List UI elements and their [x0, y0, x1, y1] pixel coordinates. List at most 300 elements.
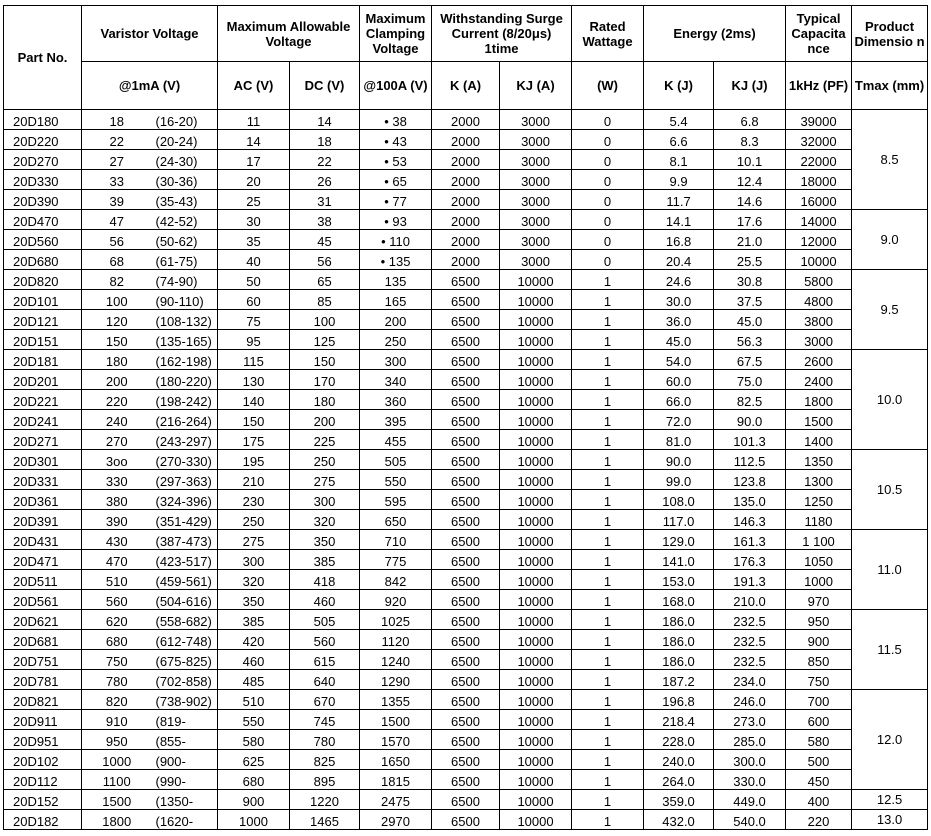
- cell-clamping-voltage: • 110: [360, 230, 432, 250]
- cell-surge-kja: 10000: [500, 670, 572, 690]
- cell-clamping-voltage: 1650: [360, 750, 432, 770]
- cell-surge-ka: 6500: [432, 390, 500, 410]
- cell-part-no: 20D911: [4, 710, 82, 730]
- cell-surge-kja: 10000: [500, 810, 572, 830]
- cell-varistor-voltage: 39: [82, 190, 152, 210]
- cell-dc-voltage: 125: [290, 330, 360, 350]
- cell-part-no: 20D821: [4, 690, 82, 710]
- cell-voltage-range: (108-132): [152, 310, 218, 330]
- cell-voltage-range: (855-: [152, 730, 218, 750]
- cell-capacitance: 2400: [786, 370, 852, 390]
- cell-surge-kja: 10000: [500, 790, 572, 810]
- cell-ac-voltage: 17: [218, 150, 290, 170]
- cell-tmax-dimension: 10.0: [852, 350, 928, 450]
- cell-capacitance: 1350: [786, 450, 852, 470]
- cell-clamping-voltage: 360: [360, 390, 432, 410]
- cell-energy-kj: 196.8: [644, 690, 714, 710]
- cell-voltage-range: (35-43): [152, 190, 218, 210]
- cell-clamping-voltage: 1025: [360, 610, 432, 630]
- cell-ac-voltage: 175: [218, 430, 290, 450]
- cell-varistor-voltage: 680: [82, 630, 152, 650]
- cell-varistor-voltage: 330: [82, 470, 152, 490]
- table-row: [4, 570, 928, 590]
- cell-surge-ka: 6500: [432, 470, 500, 490]
- cell-surge-kja: 10000: [500, 590, 572, 610]
- cell-capacitance: 5800: [786, 270, 852, 290]
- cell-ac-voltage: 230: [218, 490, 290, 510]
- table-row: [4, 130, 928, 150]
- cell-dc-voltage: 31: [290, 190, 360, 210]
- cell-capacitance: 3000: [786, 330, 852, 350]
- cell-energy-kjj: 176.3: [714, 550, 786, 570]
- cell-ac-voltage: 11: [218, 110, 290, 130]
- cell-energy-kjj: 146.3: [714, 510, 786, 530]
- cell-rated-wattage: 1: [572, 730, 644, 750]
- table-row: [4, 250, 928, 270]
- cell-varistor-voltage: 820: [82, 690, 152, 710]
- cell-varistor-voltage: 180: [82, 350, 152, 370]
- cell-part-no: 20D951: [4, 730, 82, 750]
- subheader-energy-kjj: KJ (J): [714, 62, 786, 110]
- cell-part-no: 20D820: [4, 270, 82, 290]
- cell-capacitance: 16000: [786, 190, 852, 210]
- cell-energy-kj: 186.0: [644, 630, 714, 650]
- cell-tmax-dimension: 9.0: [852, 210, 928, 270]
- cell-energy-kjj: 540.0: [714, 810, 786, 830]
- cell-energy-kj: 129.0: [644, 530, 714, 550]
- cell-surge-kja: 10000: [500, 750, 572, 770]
- cell-part-no: 20D431: [4, 530, 82, 550]
- cell-energy-kjj: 232.5: [714, 610, 786, 630]
- cell-energy-kj: 16.8: [644, 230, 714, 250]
- subheader-tmax-mm: Tmax (mm): [852, 62, 928, 110]
- cell-rated-wattage: 0: [572, 230, 644, 250]
- cell-surge-kja: 10000: [500, 410, 572, 430]
- cell-dc-voltage: 640: [290, 670, 360, 690]
- cell-clamping-voltage: 2970: [360, 810, 432, 830]
- cell-surge-ka: 6500: [432, 270, 500, 290]
- cell-part-no: 20D180: [4, 110, 82, 130]
- cell-surge-ka: 6500: [432, 550, 500, 570]
- table-row: [4, 330, 928, 350]
- cell-dc-voltage: 225: [290, 430, 360, 450]
- header-energy: Energy (2ms): [644, 6, 786, 62]
- cell-rated-wattage: 1: [572, 510, 644, 530]
- cell-capacitance: 10000: [786, 250, 852, 270]
- cell-capacitance: 220: [786, 810, 852, 830]
- cell-part-no: 20D751: [4, 650, 82, 670]
- cell-surge-ka: 2000: [432, 190, 500, 210]
- cell-energy-kjj: 30.8: [714, 270, 786, 290]
- cell-surge-kja: 10000: [500, 650, 572, 670]
- cell-voltage-range: (351-429): [152, 510, 218, 530]
- cell-voltage-range: (558-682): [152, 610, 218, 630]
- cell-surge-ka: 6500: [432, 450, 500, 470]
- cell-capacitance: 2600: [786, 350, 852, 370]
- cell-varistor-voltage: 270: [82, 430, 152, 450]
- cell-clamping-voltage: • 53: [360, 150, 432, 170]
- cell-dc-voltage: 170: [290, 370, 360, 390]
- cell-clamping-voltage: 842: [360, 570, 432, 590]
- cell-voltage-range: (900-: [152, 750, 218, 770]
- cell-capacitance: 450: [786, 770, 852, 790]
- cell-surge-kja: 3000: [500, 170, 572, 190]
- cell-surge-kja: 10000: [500, 710, 572, 730]
- cell-rated-wattage: 1: [572, 410, 644, 430]
- cell-clamping-voltage: 2475: [360, 790, 432, 810]
- cell-voltage-range: (297-363): [152, 470, 218, 490]
- cell-voltage-range: (675-825): [152, 650, 218, 670]
- cell-ac-voltage: 485: [218, 670, 290, 690]
- table-row: [4, 810, 928, 830]
- table-row: [4, 450, 928, 470]
- subheader-varistor-1ma: @1mA (V): [82, 62, 218, 110]
- cell-voltage-range: (61-75): [152, 250, 218, 270]
- cell-varistor-voltage: 380: [82, 490, 152, 510]
- cell-energy-kjj: 232.5: [714, 650, 786, 670]
- cell-surge-ka: 2000: [432, 110, 500, 130]
- cell-energy-kj: 359.0: [644, 790, 714, 810]
- cell-ac-voltage: 680: [218, 770, 290, 790]
- cell-energy-kj: 141.0: [644, 550, 714, 570]
- cell-dc-voltage: 14: [290, 110, 360, 130]
- cell-rated-wattage: 1: [572, 770, 644, 790]
- cell-capacitance: 12000: [786, 230, 852, 250]
- cell-rated-wattage: 0: [572, 190, 644, 210]
- cell-surge-kja: 10000: [500, 430, 572, 450]
- cell-rated-wattage: 1: [572, 450, 644, 470]
- cell-energy-kj: 9.9: [644, 170, 714, 190]
- cell-voltage-range: (243-297): [152, 430, 218, 450]
- cell-surge-kja: 10000: [500, 450, 572, 470]
- cell-surge-ka: 6500: [432, 510, 500, 530]
- cell-surge-ka: 6500: [432, 670, 500, 690]
- cell-ac-voltage: 195: [218, 450, 290, 470]
- cell-energy-kj: 60.0: [644, 370, 714, 390]
- table-row: [4, 690, 928, 710]
- cell-varistor-voltage: 780: [82, 670, 152, 690]
- cell-capacitance: 22000: [786, 150, 852, 170]
- cell-surge-kja: 10000: [500, 490, 572, 510]
- cell-part-no: 20D681: [4, 630, 82, 650]
- cell-energy-kj: 153.0: [644, 570, 714, 590]
- cell-tmax-dimension: 10.5: [852, 450, 928, 530]
- cell-surge-kja: 10000: [500, 630, 572, 650]
- cell-voltage-range: (738-902): [152, 690, 218, 710]
- cell-rated-wattage: 1: [572, 810, 644, 830]
- cell-part-no: 20D241: [4, 410, 82, 430]
- cell-rated-wattage: 1: [572, 670, 644, 690]
- table-row: [4, 470, 928, 490]
- cell-surge-ka: 2000: [432, 230, 500, 250]
- cell-ac-voltage: 50: [218, 270, 290, 290]
- cell-surge-kja: 10000: [500, 690, 572, 710]
- cell-varistor-voltage: 750: [82, 650, 152, 670]
- cell-surge-kja: 10000: [500, 310, 572, 330]
- cell-dc-voltage: 65: [290, 270, 360, 290]
- cell-energy-kj: 264.0: [644, 770, 714, 790]
- cell-surge-ka: 6500: [432, 530, 500, 550]
- cell-ac-voltage: 25: [218, 190, 290, 210]
- cell-voltage-range: (198-242): [152, 390, 218, 410]
- cell-energy-kj: 6.6: [644, 130, 714, 150]
- cell-ac-voltage: 130: [218, 370, 290, 390]
- cell-part-no: 20D151: [4, 330, 82, 350]
- cell-surge-ka: 6500: [432, 310, 500, 330]
- cell-surge-ka: 2000: [432, 170, 500, 190]
- cell-voltage-range: (423-517): [152, 550, 218, 570]
- cell-ac-voltage: 210: [218, 470, 290, 490]
- cell-surge-kja: 3000: [500, 150, 572, 170]
- cell-rated-wattage: 1: [572, 630, 644, 650]
- cell-capacitance: 1400: [786, 430, 852, 450]
- cell-ac-voltage: 14: [218, 130, 290, 150]
- subheader-ac-v: AC (V): [218, 62, 290, 110]
- cell-capacitance: 1180: [786, 510, 852, 530]
- cell-varistor-voltage: 220: [82, 390, 152, 410]
- cell-surge-ka: 6500: [432, 370, 500, 390]
- cell-varistor-voltage: 240: [82, 410, 152, 430]
- cell-varistor-voltage: 27: [82, 150, 152, 170]
- cell-varistor-voltage: 1100: [82, 770, 152, 790]
- cell-part-no: 20D560: [4, 230, 82, 250]
- cell-rated-wattage: 1: [572, 550, 644, 570]
- cell-surge-kja: 10000: [500, 370, 572, 390]
- cell-clamping-voltage: 775: [360, 550, 432, 570]
- cell-voltage-range: (990-: [152, 770, 218, 790]
- cell-ac-voltage: 625: [218, 750, 290, 770]
- cell-voltage-range: (20-24): [152, 130, 218, 150]
- header-product-dimension: Product Dimensio n: [852, 6, 928, 62]
- cell-surge-kja: 10000: [500, 270, 572, 290]
- subheader-surge-ka: K (A): [432, 62, 500, 110]
- table-row: [4, 190, 928, 210]
- cell-dc-voltage: 45: [290, 230, 360, 250]
- cell-energy-kjj: 232.5: [714, 630, 786, 650]
- cell-varistor-voltage: 950: [82, 730, 152, 750]
- cell-clamping-voltage: 135: [360, 270, 432, 290]
- cell-energy-kj: 218.4: [644, 710, 714, 730]
- subheader-clamp-100a: @100A (V): [360, 62, 432, 110]
- cell-energy-kjj: 90.0: [714, 410, 786, 430]
- cell-dc-voltage: 615: [290, 650, 360, 670]
- table-row: [4, 150, 928, 170]
- cell-varistor-voltage: 1800: [82, 810, 152, 830]
- cell-surge-ka: 6500: [432, 770, 500, 790]
- cell-tmax-dimension: 11.0: [852, 530, 928, 610]
- cell-dc-voltage: 26: [290, 170, 360, 190]
- cell-dc-voltage: 1465: [290, 810, 360, 830]
- cell-clamping-voltage: 455: [360, 430, 432, 450]
- cell-energy-kjj: 37.5: [714, 290, 786, 310]
- cell-surge-ka: 2000: [432, 150, 500, 170]
- cell-energy-kjj: 300.0: [714, 750, 786, 770]
- cell-dc-voltage: 22: [290, 150, 360, 170]
- header-row-units: [4, 62, 928, 110]
- cell-part-no: 20D102: [4, 750, 82, 770]
- cell-energy-kj: 108.0: [644, 490, 714, 510]
- cell-tmax-dimension: 12.0: [852, 690, 928, 790]
- cell-varistor-voltage: 470: [82, 550, 152, 570]
- cell-dc-voltage: 85: [290, 290, 360, 310]
- cell-voltage-range: (1350-: [152, 790, 218, 810]
- cell-ac-voltage: 300: [218, 550, 290, 570]
- cell-clamping-voltage: 550: [360, 470, 432, 490]
- cell-rated-wattage: 1: [572, 350, 644, 370]
- header-max-allowable-voltage: Maximum Allowable Voltage: [218, 6, 360, 62]
- cell-clamping-voltage: 395: [360, 410, 432, 430]
- cell-energy-kjj: 210.0: [714, 590, 786, 610]
- cell-capacitance: 14000: [786, 210, 852, 230]
- cell-surge-ka: 6500: [432, 750, 500, 770]
- cell-capacitance: 1000: [786, 570, 852, 590]
- cell-varistor-voltage: 68: [82, 250, 152, 270]
- cell-part-no: 20D621: [4, 610, 82, 630]
- cell-energy-kj: 240.0: [644, 750, 714, 770]
- cell-dc-voltage: 460: [290, 590, 360, 610]
- cell-capacitance: 1500: [786, 410, 852, 430]
- cell-varistor-voltage: 430: [82, 530, 152, 550]
- cell-voltage-range: (216-264): [152, 410, 218, 430]
- cell-energy-kjj: 45.0: [714, 310, 786, 330]
- cell-voltage-range: (42-52): [152, 210, 218, 230]
- cell-clamping-voltage: 1120: [360, 630, 432, 650]
- cell-surge-kja: 3000: [500, 190, 572, 210]
- table-row: [4, 430, 928, 450]
- cell-clamping-voltage: 1570: [360, 730, 432, 750]
- cell-part-no: 20D201: [4, 370, 82, 390]
- cell-energy-kjj: 112.5: [714, 450, 786, 470]
- cell-rated-wattage: 1: [572, 610, 644, 630]
- cell-ac-voltage: 95: [218, 330, 290, 350]
- cell-energy-kjj: 330.0: [714, 770, 786, 790]
- cell-tmax-dimension: 13.0: [852, 810, 928, 830]
- cell-capacitance: 400: [786, 790, 852, 810]
- cell-voltage-range: (135-165): [152, 330, 218, 350]
- cell-surge-ka: 6500: [432, 630, 500, 650]
- cell-rated-wattage: 1: [572, 690, 644, 710]
- cell-part-no: 20D301: [4, 450, 82, 470]
- cell-dc-voltage: 150: [290, 350, 360, 370]
- cell-ac-voltage: 115: [218, 350, 290, 370]
- cell-energy-kjj: 12.4: [714, 170, 786, 190]
- cell-capacitance: 600: [786, 710, 852, 730]
- cell-ac-voltage: 140: [218, 390, 290, 410]
- cell-capacitance: 4800: [786, 290, 852, 310]
- cell-surge-ka: 6500: [432, 690, 500, 710]
- subheader-dc-v: DC (V): [290, 62, 360, 110]
- cell-surge-ka: 6500: [432, 350, 500, 370]
- cell-part-no: 20D181: [4, 350, 82, 370]
- cell-dc-voltage: 56: [290, 250, 360, 270]
- cell-rated-wattage: 1: [572, 530, 644, 550]
- cell-varistor-voltage: 22: [82, 130, 152, 150]
- cell-ac-voltage: 900: [218, 790, 290, 810]
- cell-energy-kj: 72.0: [644, 410, 714, 430]
- cell-clamping-voltage: 650: [360, 510, 432, 530]
- table-row: [4, 750, 928, 770]
- cell-ac-voltage: 550: [218, 710, 290, 730]
- cell-ac-voltage: 420: [218, 630, 290, 650]
- cell-tmax-dimension: 11.5: [852, 610, 928, 690]
- cell-varistor-voltage: 18: [82, 110, 152, 130]
- cell-dc-voltage: 560: [290, 630, 360, 650]
- cell-part-no: 20D330: [4, 170, 82, 190]
- cell-capacitance: 18000: [786, 170, 852, 190]
- cell-energy-kjj: 75.0: [714, 370, 786, 390]
- cell-part-no: 20D511: [4, 570, 82, 590]
- cell-surge-ka: 6500: [432, 590, 500, 610]
- cell-surge-ka: 6500: [432, 810, 500, 830]
- cell-part-no: 20D182: [4, 810, 82, 830]
- cell-surge-ka: 6500: [432, 710, 500, 730]
- cell-surge-ka: 6500: [432, 650, 500, 670]
- cell-clamping-voltage: • 38: [360, 110, 432, 130]
- cell-energy-kj: 168.0: [644, 590, 714, 610]
- cell-clamping-voltage: 595: [360, 490, 432, 510]
- cell-varistor-voltage: 3oo: [82, 450, 152, 470]
- cell-capacitance: 1800: [786, 390, 852, 410]
- cell-capacitance: 1050: [786, 550, 852, 570]
- cell-dc-voltage: 780: [290, 730, 360, 750]
- cell-part-no: 20D781: [4, 670, 82, 690]
- cell-dc-voltage: 275: [290, 470, 360, 490]
- table-row: [4, 410, 928, 430]
- cell-clamping-voltage: 1815: [360, 770, 432, 790]
- cell-rated-wattage: 1: [572, 330, 644, 350]
- table-row: [4, 170, 928, 190]
- header-typical-capacitance: Typical Capacita nce: [786, 6, 852, 62]
- cell-ac-voltage: 320: [218, 570, 290, 590]
- cell-part-no: 20D331: [4, 470, 82, 490]
- cell-dc-voltage: 895: [290, 770, 360, 790]
- cell-tmax-dimension: 8.5: [852, 110, 928, 210]
- cell-energy-kjj: 135.0: [714, 490, 786, 510]
- cell-clamping-voltage: 250: [360, 330, 432, 350]
- table-row: [4, 370, 928, 390]
- cell-dc-voltage: 505: [290, 610, 360, 630]
- cell-clamping-voltage: 300: [360, 350, 432, 370]
- cell-energy-kjj: 234.0: [714, 670, 786, 690]
- cell-energy-kj: 24.6: [644, 270, 714, 290]
- header-part-no: Part No.: [4, 6, 82, 110]
- cell-rated-wattage: 1: [572, 310, 644, 330]
- cell-varistor-voltage: 56: [82, 230, 152, 250]
- cell-clamping-voltage: • 43: [360, 130, 432, 150]
- cell-energy-kj: 90.0: [644, 450, 714, 470]
- cell-energy-kj: 5.4: [644, 110, 714, 130]
- cell-dc-voltage: 180: [290, 390, 360, 410]
- cell-energy-kj: 45.0: [644, 330, 714, 350]
- cell-part-no: 20D680: [4, 250, 82, 270]
- table-row: [4, 550, 928, 570]
- cell-energy-kj: 11.7: [644, 190, 714, 210]
- table-row: [4, 270, 928, 290]
- cell-rated-wattage: 1: [572, 470, 644, 490]
- cell-surge-kja: 10000: [500, 510, 572, 530]
- cell-part-no: 20D470: [4, 210, 82, 230]
- cell-varistor-voltage: 100: [82, 290, 152, 310]
- cell-voltage-range: (270-330): [152, 450, 218, 470]
- header-withstanding-surge-current: Withstanding Surge Current (8/20μs) 1time: [432, 6, 572, 62]
- cell-rated-wattage: 1: [572, 430, 644, 450]
- cell-surge-ka: 6500: [432, 330, 500, 350]
- cell-capacitance: 700: [786, 690, 852, 710]
- cell-energy-kjj: 191.3: [714, 570, 786, 590]
- cell-surge-kja: 3000: [500, 130, 572, 150]
- cell-energy-kjj: 285.0: [714, 730, 786, 750]
- header-max-clamping-voltage: Maximum Clamping Voltage: [360, 6, 432, 62]
